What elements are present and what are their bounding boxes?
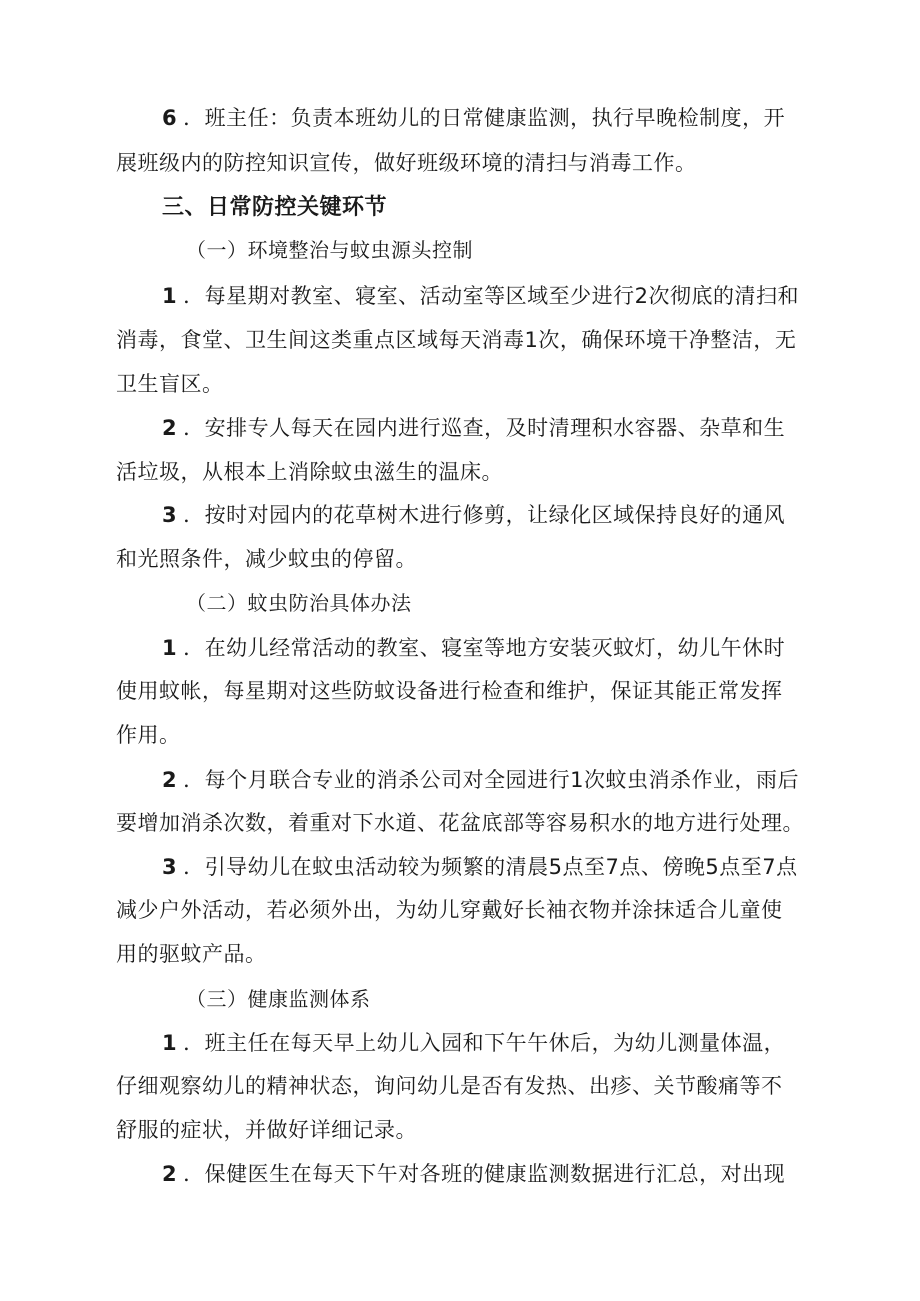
paragraph-text: 仔细观察幼儿的精神状态，询问幼儿是否有发热、出疹、关节酸痛等不 [116,1074,783,1098]
paragraph-line [116,452,503,492]
paragraph-text: 舒服的症状，并做好详细记录。 [116,1118,417,1142]
paragraph-line [116,320,796,360]
subsection-heading: （一）环境整治与蚊虫源头控制 [186,238,473,262]
paragraph-text: ．在幼儿经常活动的教室、寝室等地方安装灭蚊灯，幼儿午休时 [183,636,786,660]
item-number: 1 [162,284,178,308]
paragraph-line [116,364,224,404]
item-number: 2 [162,768,178,792]
item-number: 1 [162,1031,178,1055]
item-number: 1 [162,636,178,660]
paragraph-text: ．班主任在每天早上幼儿入园和下午午休后，为幼儿测量体温， [183,1031,786,1055]
paragraph-text: ．安排专人每天在园内进行巡查，及时清理积水容器、杂草和生 [183,416,786,440]
paragraph-line [162,760,799,800]
paragraph-line [162,408,785,448]
paragraph-line [116,1066,783,1106]
paragraph-line [116,803,804,843]
paragraph-line [162,495,785,535]
paragraph-text: 使用蚊帐，每星期对这些防蚊设备进行检查和维护，保证其能正常发挥 [116,679,783,703]
subsection-heading: （二）蚊虫防治具体办法 [186,591,412,615]
paragraph-text: ．引导幼儿在蚊虫活动较为频繁的清晨5点至7点、傍晚5点至7点 [183,855,798,879]
paragraph-line [116,1110,417,1150]
paragraph-text: 消毒，食堂、卫生间这类重点区域每天消毒1次，确保环境干净整洁，无 [116,328,797,352]
paragraph-text: ．按时对园内的花草树木进行修剪，让绿化区域保持良好的通风 [183,503,786,527]
paragraph-line [116,671,783,711]
subsection-heading: （三）健康监测体系 [186,987,371,1011]
item-number: 3 [162,855,178,879]
paragraph-line [162,276,799,316]
paragraph-text: ．保健医生在每天下午对各班的健康监测数据进行汇总，对出现 [183,1162,786,1186]
paragraph-line [162,98,785,138]
paragraph-text: ．班主任：负责本班幼儿的日常健康监测，执行早晚检制度，开 [183,106,786,130]
section-heading: 三、日常防控关键环节 [162,195,388,220]
paragraph-text: 减少户外活动，若必须外出，为幼儿穿戴好长袖衣物并涂抹适合儿童使 [116,898,783,922]
paragraph-text: 卫生盲区。 [116,372,224,396]
paragraph-line [162,628,785,668]
paragraph-line [162,847,798,887]
item-number: 6 [162,106,178,130]
paragraph-line [116,934,267,974]
paragraph-line [116,715,181,755]
paragraph-text: 活垃圾，从根本上消除蚊虫滋生的温床。 [116,460,503,484]
paragraph-line [162,1023,785,1063]
paragraph-text: 要增加消杀次数，着重对下水道、花盆底部等容易积水的地方进行处理。 [116,811,804,835]
paragraph-text: 和光照条件，减少蚊虫的停留。 [116,547,417,571]
paragraph-text: 用的驱蚊产品。 [116,942,267,966]
item-number: 2 [162,416,178,440]
paragraph-line [116,890,783,930]
paragraph-text: 展班级内的防控知识宣传，做好班级环境的清扫与消毒工作。 [116,151,697,175]
item-number: 2 [162,1162,178,1186]
paragraph-line [162,1154,785,1194]
paragraph-text: 作用。 [116,723,181,747]
paragraph-line [116,143,697,183]
item-number: 3 [162,503,178,527]
paragraph-text: ．每个月联合专业的消杀公司对全园进行1次蚊虫消杀作业，雨后 [183,768,799,792]
paragraph-line [116,539,417,579]
paragraph-text: ．每星期对教室、寝室、活动室等区域至少进行2次彻底的清扫和 [183,284,799,308]
